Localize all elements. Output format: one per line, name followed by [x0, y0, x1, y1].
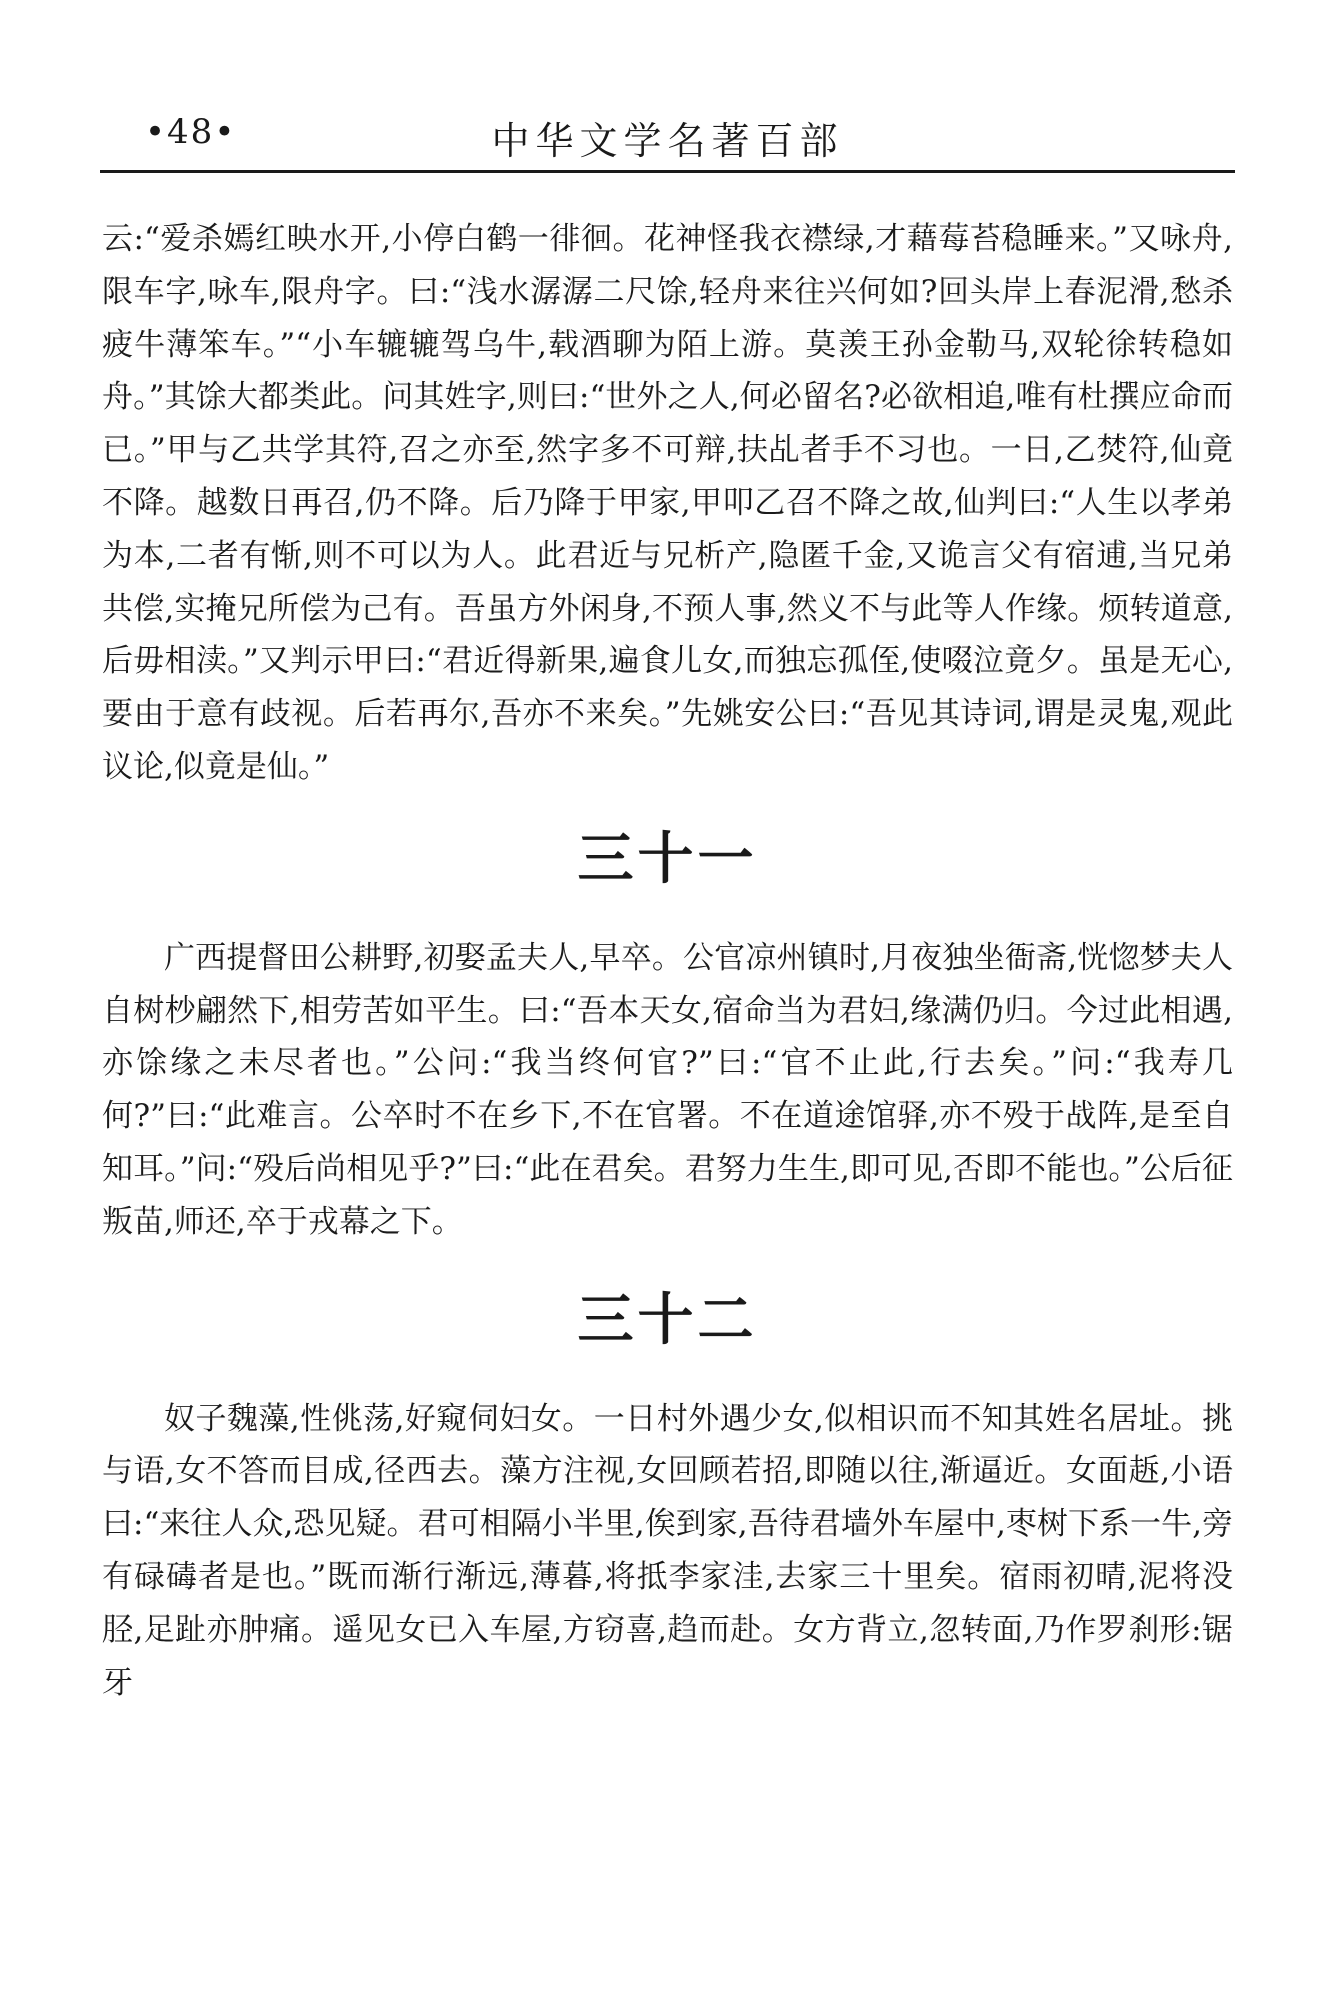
page-body — [102, 213, 1233, 1709]
page-number: •48• — [145, 112, 237, 152]
page-header — [100, 108, 1235, 168]
section-title-32: 三十二 — [577, 1287, 758, 1353]
paragraph-section-32: 奴子魏藻,性佻荡,好窥伺妇女。一日村外遇少女,似相识而不知其姓名居址。挑与语,女不答而目成,径西去。藻方注视,女回顾若招,即随以往,渐逼近。女面䞣,小语曰:“来往人众,恐见疑。君可相隔小半里,俟到家,吾待君墙外车屋中,枣树下系一牛,旁有碌碡者是也。”既而渐行渐远,薄暮,将抵李家洼,去家三十里矣。宿雨初晴,泥将没胫,足趾亦肿痛。遥见女已入车屋,方窃喜,趋而赴。女方背立,忽转面,乃作罗刹形:锯牙 — [102, 1400, 1233, 1701]
header-rule — [100, 170, 1235, 173]
paragraph-continuation: 云:“爱杀嫣红映水开,小停白鹤一徘徊。花神怪我衣襟绿,才藉莓苔稳睡来。”又咏舟,限车字,咏车,限舟字。曰:“浅水潺潺二尺馀,轻舟来往兴何如?回头岸上春泥滑,愁杀疲牛薄笨车。”“小车辘辘驾乌牛,载酒聊为陌上游。莫羡王孙金勒马,双轮徐转稳如舟。”其馀大都类此。问其姓字,则曰:“世外之人,何必留名?必欲相追,唯有杜撰应命而已。”甲与乙共学其符,召之亦至,然字多不可辩,扶乩者手不习也。一日,乙焚符,仙竟不降。越数日再召,仍不降。后乃降于甲家,甲叩乙召不降之故,仙判曰:“人生以孝弟为本,二者有惭,则不可以为人。此君近与兄析产,隐匿千金,又诡言父有宿逋,当兄弟共偿,实掩兄所偿为己有。吾虽方外闲身,不预人事,然义不与此等人作缘。烦转道意,后毋相渎。”又判示甲曰:“君近得新果,遍食儿女,而独忘孤侄,使啜泣竟夕。虽是无心,要由于意有歧视。后若再尔,吾亦不来矣。”先姚安公曰:“吾见其诗词,谓是灵鬼,观此议论,似竟是仙。” — [102, 221, 1233, 785]
section-title-31: 三十一 — [577, 826, 758, 892]
running-title: 中华文学名著百部 — [491, 119, 844, 163]
paragraph-section-31: 广西提督田公耕野,初娶孟夫人,早卒。公官凉州镇时,月夜独坐衙斋,恍惚梦夫人自树杪翩然下,相劳苦如平生。曰:“吾本天女,宿命当为君妇,缘满仍归。今过此相遇,亦馀缘之未尽者也。”公问:“我当终何官?”曰:“官不止此,行去矣。”问:“我寿几何?”曰:“此难言。公卒时不在乡下,不在官署。不在道途馆驿,亦不殁于战阵,是至自知耳。”问:“殁后尚相见乎?”曰:“此在君矣。君努力生生,即可见,否即不能也。”公后征叛苗,师还,卒于戎幕之下。 — [102, 939, 1233, 1240]
